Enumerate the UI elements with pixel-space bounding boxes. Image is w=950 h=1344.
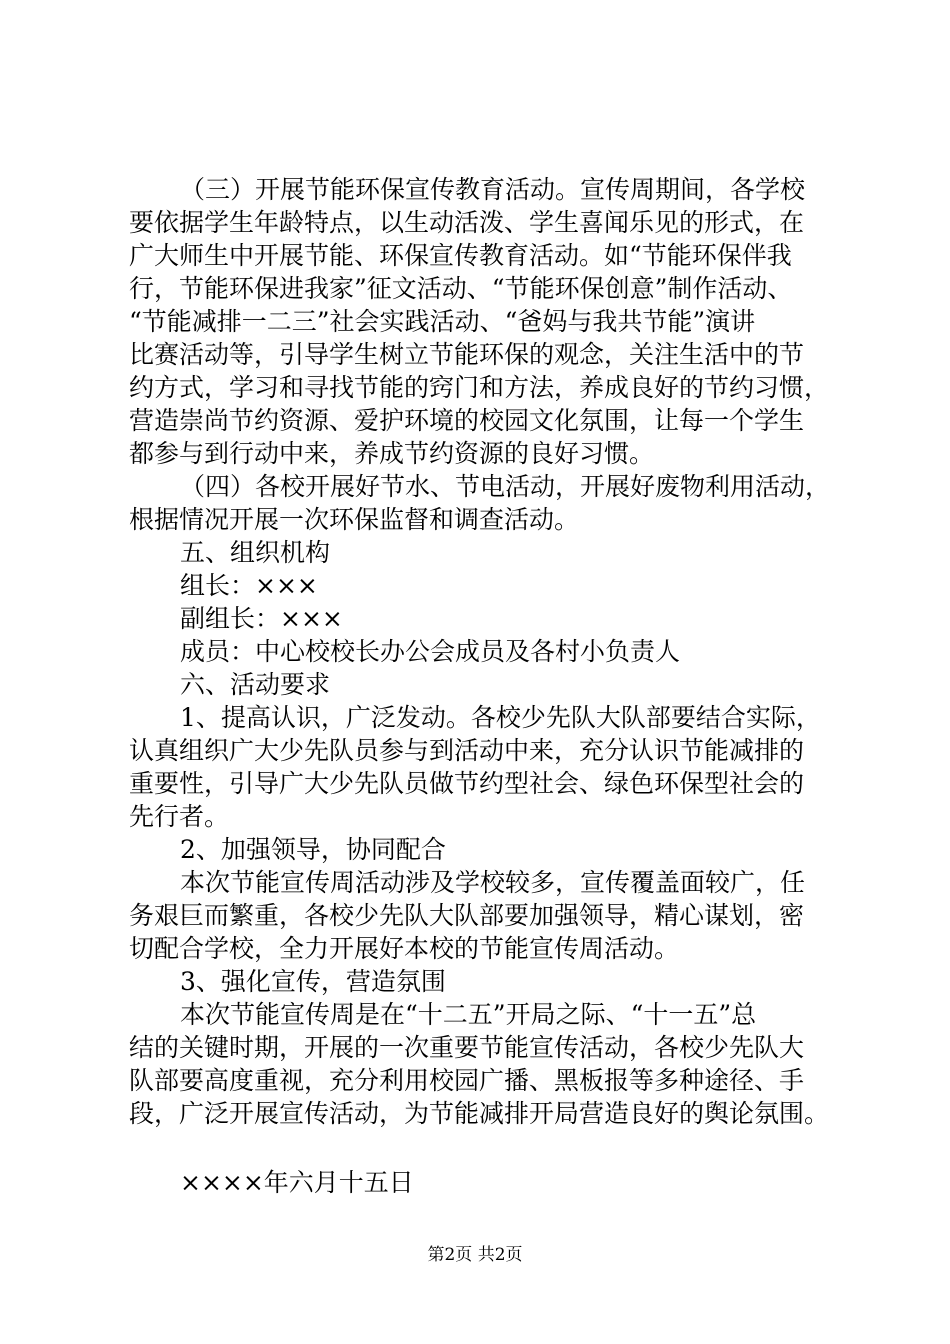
- paragraph-line: 要依据学生年龄特点，以生动活泼、学生喜闻乐见的形式，在: [129, 208, 805, 237]
- section-heading: 五、组织机构: [180, 538, 331, 567]
- paragraph-line: 本次节能宣传周活动涉及学校较多，宣传覆盖面较广，任: [180, 868, 806, 897]
- paragraph-line: 3、强化宣传，营造氛围: [180, 967, 446, 996]
- paragraph-line: （四）各校开展好节水、节电活动，开展好废物利用活动，: [180, 472, 831, 501]
- paragraph-line: 结的关键时期，开展的一次重要节能宣传活动，各校少先队大: [129, 1033, 805, 1062]
- paragraph-line: 营造崇尚节约资源、爱护环境的校园文化氛围，让每一个学生: [129, 406, 805, 435]
- paragraph-line: 队部要高度重视，充分利用校园广播、黑板报等多种途径、手: [129, 1066, 805, 1095]
- paragraph-line: 1、提高认识，广泛发动。各校少先队大队部要结合实际，: [180, 703, 821, 732]
- paragraph-line: 比赛活动等，引导学生树立节能环保的观念，关注生活中的节: [129, 340, 805, 369]
- section-heading: 六、活动要求: [180, 670, 331, 699]
- paragraph-line: 组长：×××: [180, 571, 318, 600]
- paragraph-line: 段，广泛开展宣传活动，为节能减排开局营造良好的舆论氛围。: [129, 1099, 830, 1128]
- paragraph-line: 务艰巨而繁重，各校少先队大队部要加强领导，精心谋划，密: [129, 901, 805, 930]
- paragraph-line: 认真组织广大少先队员参与到活动中来，充分认识节能减排的: [129, 736, 805, 765]
- paragraph-line: “节能减排一二三”社会实践活动、“爸妈与我共节能”演讲: [129, 307, 756, 336]
- paragraph-line: 成员：中心校校长办公会成员及各村小负责人: [180, 637, 681, 666]
- paragraph-line: 切配合学校，全力开展好本校的节能宣传周活动。: [129, 934, 680, 963]
- paragraph-line: 本次节能宣传周是在“十二五”开局之际、“十一五”总: [180, 1000, 757, 1029]
- paragraph-line: 先行者。: [129, 802, 230, 831]
- paragraph-line: 约方式，学习和寻找节能的窍门和方法，养成良好的节约习惯，: [129, 373, 830, 402]
- paragraph-line: 副组长：×××: [180, 604, 343, 633]
- paragraph-line: 行，节能环保进我家”征文活动、“节能环保创意”制作活动、: [129, 274, 793, 303]
- paragraph-line: 根据情况开展一次环保监督和调查活动。: [129, 505, 580, 534]
- paragraph-line: （三）开展节能环保宣传教育活动。宣传周期间，各学校: [180, 175, 806, 204]
- paragraph-line: 重要性，引导广大少先队员做节约型社会、绿色环保型社会的: [129, 769, 805, 798]
- paragraph-line: 广大师生中开展节能、环保宣传教育活动。如“节能环保伴我: [129, 241, 792, 270]
- paragraph-line: 2、加强领导，协同配合: [180, 835, 446, 864]
- document-date: ××××年六月十五日: [180, 1168, 414, 1197]
- paragraph-line: 都参与到行动中来，养成节约资源的良好习惯。: [129, 439, 655, 468]
- page-footer: 第2页 共2页: [427, 1245, 523, 1265]
